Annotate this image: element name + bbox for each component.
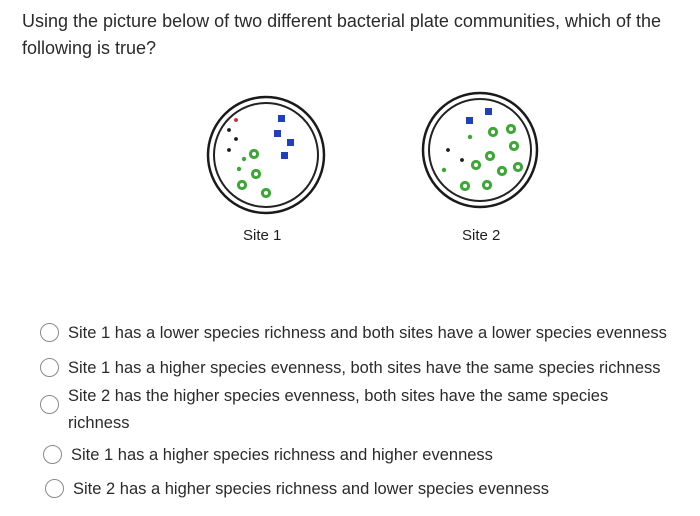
answer-option-3[interactable] — [40, 383, 628, 437]
site-1-label: Site 1 — [243, 227, 282, 244]
question-text: Using the picture below of two different bacterial plate communities, which of the following is true? — [22, 11, 661, 58]
radio-button[interactable] — [45, 479, 64, 498]
option-label: Site 1 has a higher species evenness, both sites have the same species richness — [68, 359, 661, 377]
option-label: Site 2 has a higher species richness and lower species evenness — [73, 480, 550, 498]
site-2-label: Site 2 — [462, 227, 501, 244]
colony-dot — [242, 157, 246, 161]
answer-option-4[interactable] — [43, 442, 671, 469]
option-label: Site 1 has a lower species richness and both sites have a lower species evenness — [68, 324, 667, 342]
colony-square — [466, 117, 473, 124]
colony-square — [274, 130, 281, 137]
colony-dot — [468, 135, 472, 139]
colony-square — [485, 108, 492, 115]
answer-option-1[interactable] — [40, 320, 668, 347]
colony-dot — [460, 158, 464, 162]
colony-dot — [446, 148, 450, 152]
colony-square — [278, 115, 285, 122]
colony-square — [281, 152, 288, 159]
radio-button[interactable] — [40, 323, 59, 342]
colony-dot — [227, 128, 231, 132]
colony-dot — [442, 168, 446, 172]
colony-square — [287, 139, 294, 146]
colony-dot — [234, 118, 238, 122]
colony-dot — [234, 137, 238, 141]
site-1-plate — [208, 97, 324, 213]
plate-2-outer-rim — [423, 93, 537, 207]
option-label: Site 1 has a higher species richness and higher evenness — [71, 446, 493, 464]
colony-dot — [227, 148, 231, 152]
answer-option-5[interactable] — [45, 476, 673, 503]
site-2-plate — [423, 93, 537, 207]
radio-button[interactable] — [43, 445, 62, 464]
option-label: Site 2 has the higher species evenness, both sites have the same species richness — [68, 387, 609, 432]
colony-dot — [237, 167, 241, 171]
radio-button[interactable] — [40, 395, 59, 414]
answer-option-2[interactable] — [40, 355, 668, 382]
radio-button[interactable] — [40, 358, 59, 377]
